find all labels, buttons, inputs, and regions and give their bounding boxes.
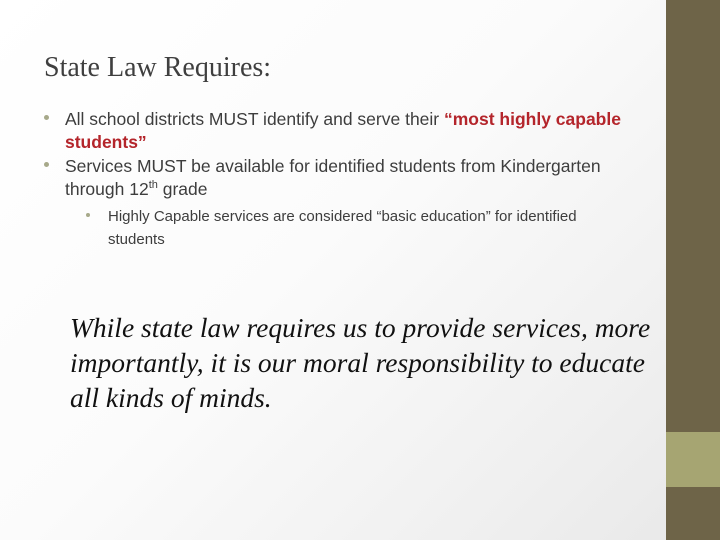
quote-text: While state law requires us to provide services, more importantly, it is our moral responsibility to educate all kinds of minds.	[70, 312, 651, 413]
side-accent-block	[666, 432, 720, 487]
bullet-text: All school districts MUST identify and serve their	[65, 109, 444, 129]
bullet-item	[44, 155, 634, 251]
sub-bullet-item	[86, 205, 634, 251]
bullet-highlight: “most highly capable students”	[65, 109, 621, 152]
sub-bullet-list	[65, 205, 634, 251]
bullet-dot-icon	[44, 162, 49, 167]
bullet-dot-icon	[86, 213, 90, 217]
slide-title: State Law Requires:	[44, 52, 272, 83]
bullet-list	[44, 108, 634, 252]
bullet-item	[44, 108, 634, 154]
sub-bullet-text: Highly Capable services are considered “basic education” for identified students	[108, 208, 577, 248]
superscript: th	[148, 179, 158, 192]
bullet-text: Services MUST be available for identified students from Kindergarten through 12	[65, 156, 601, 199]
bullet-dot-icon	[44, 115, 49, 120]
bullet-text-end: grade	[157, 179, 208, 199]
